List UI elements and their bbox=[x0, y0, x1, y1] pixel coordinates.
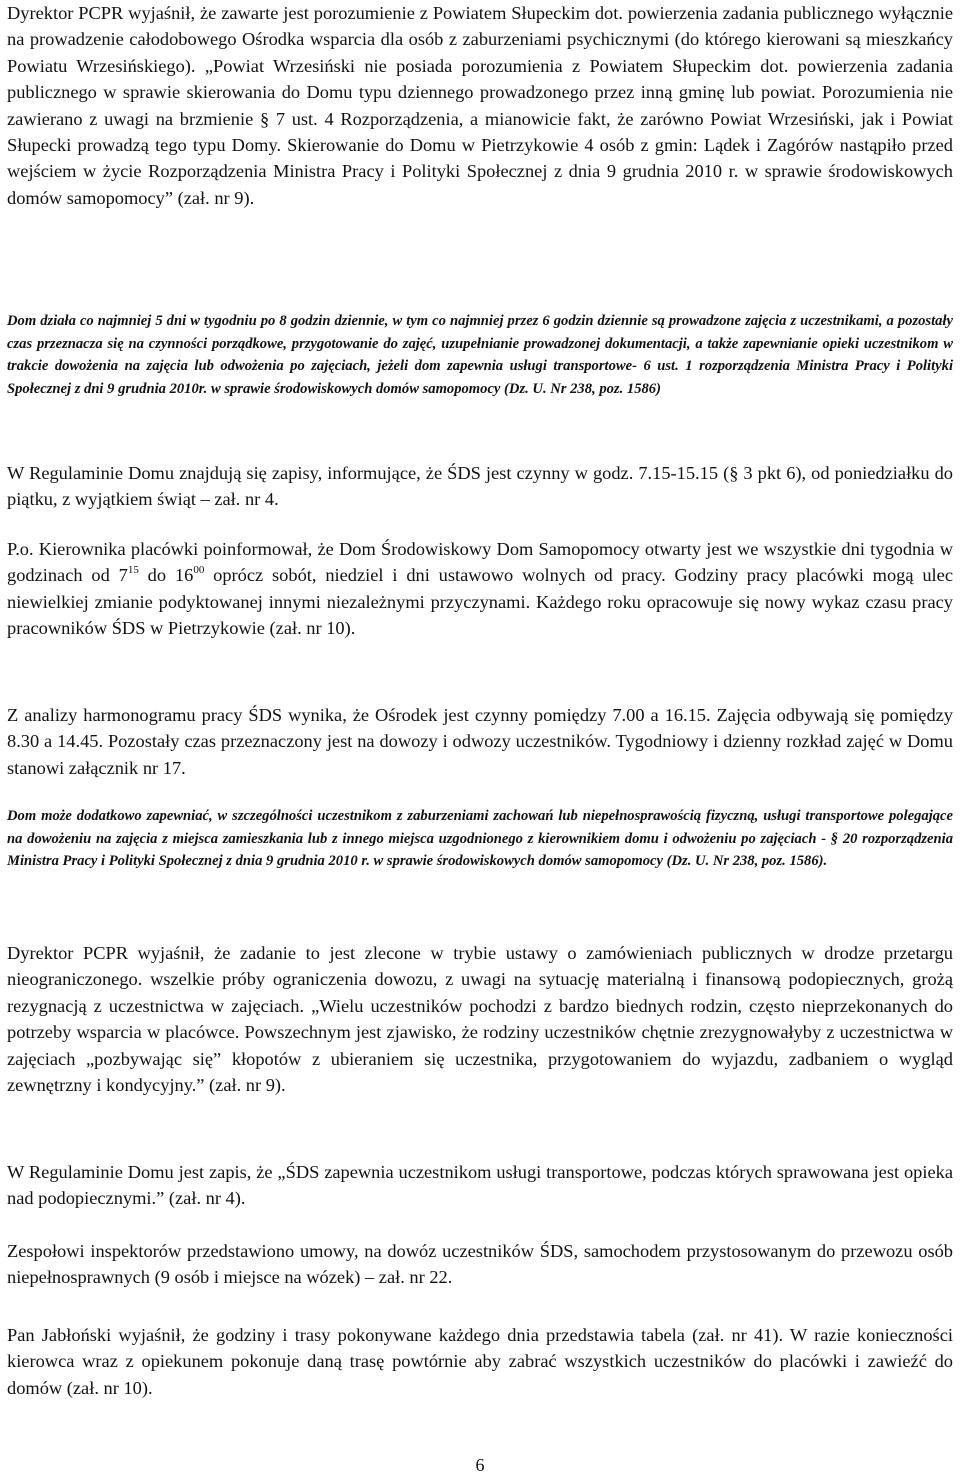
regulation-quote-transport: Dom może dodatkowo zapewniać, w szczególności uczestnikom z zaburzeniami zachowań lub niepełnosprawością fizyczną, usługi transportowe polegające na dowożeniu na zajęcia z miejsca zamieszkania lub z innego miejsca uzgodnionego z kierownikiem domu i odwożeniu po zajęciach - § 20 rozporządzenia Ministra Pracy i Polityki Społecznej z dnia 9 grudnia 2010 r. w sprawie środowiskowych domów samopomocy (Dz. U. Nr 238, poz. 1586). bbox=[7, 808, 953, 870]
paragraph-regulation-hours: W Regulaminie Domu znajdują się zapisy, informujące, że ŚDS jest czynny w godz. 7.15-15.15 (§ 3 pkt 6), od poniedziałku do piątku, z wyjątkiem świąt – zał. nr 4. bbox=[7, 463, 953, 510]
page-number: 6 bbox=[475, 1455, 485, 1475]
paragraph-regulation-transport: W Regulaminie Domu jest zapis, że „ŚDS zapewnia uczestnikom usługi transportowe, podczas których sprawowana jest opieka nad podopiecznymi.” (zał. nr 4). bbox=[7, 1162, 953, 1209]
paragraph-text: do 16 bbox=[138, 565, 194, 586]
paragraph-text: oprócz sobót, niedziel i dni ustawowo wolnych od pracy. Godziny pracy placówki mogą ulec niewielkiej zmianie podyktowanej innymi niezależnymi przyczynami. Każdego roku opracowuje się nowy wykaz czasu pracy pracowników ŚDS w Pietrzykowie (zał. nr 10). bbox=[7, 565, 953, 639]
paragraph-transport-contracts: Zespołowi inspektorów przedstawiono umowy, na dowóz uczestników ŚDS, samochodem przystosowanym do przewozu osób niepełnosprawnych (9 osób i miejsce na wózek) – zał. nr 22. bbox=[7, 1241, 953, 1288]
paragraph-manager-hours bbox=[7, 536, 953, 642]
paragraph-driver-routes: Pan Jabłoński wyjaśnił, że godziny i trasy pokonywane każdego dnia przedstawia tabela (zał. nr 41). W razie konieczności kierowca wraz z opiekunem pokonuje daną trasę powtórnie aby zabrać wszystkich uczestników do placówki i zawieźć do domów (zał. nr 10). bbox=[7, 1325, 953, 1398]
superscript-minutes: 00 bbox=[193, 564, 205, 577]
paragraph-schedule-analysis: Z analizy harmonogramu pracy ŚDS wynika, że Ośrodek jest czynny pomiędzy 7.00 a 16.15. Zajęcia odbywają się pomiędzy 8.30 a 14.45. Pozostały czas przeznaczony jest na dowozy i odwozy uczestników. Tygodniowy i dzienny rozkład zajęć w Domu stanowi załącznik nr 17. bbox=[7, 705, 953, 778]
paragraph-transport-tender: Dyrektor PCPR wyjaśnił, że zadanie to jest zlecone w trybie ustawy o zamówieniach publicznych w drodze przetargu nieograniczonego. wszelkie próby ograniczenia dowozu, z uwagi na sytuację materialną i finansową podopiecznych, grożą rezygnacją z uczestnictwa w zajęciach. „Wielu uczestników pochodzi z bardzo biednych rodzin, często nieprzekonanych do potrzeby wsparcia w placówce. Powszechnym jest zjawisko, że rodziny uczestników chętnie zrezygnowałyby z uczestnictwa w zajęciach „pozbywając się” kłopotów z ubieraniem się uczestnika, przygotowaniem do wyjazdu, zadbaniem o wygląd zewnętrzny i kondycyjny.” (zał. nr 9). bbox=[7, 943, 953, 1096]
superscript-minutes: 15 bbox=[127, 564, 139, 577]
paragraph-pcpr-agreement: Dyrektor PCPR wyjaśnił, że zawarte jest porozumienie z Powiatem Słupeckim dot. powierzenia zadania publicznego wyłącznie na prowadzenie całodobowego Ośrodka wsparcia dla osób z zaburzeniami psychicznymi (do którego kierowani są mieszkańcy Powiatu Wrzesińskiego). „Powiat Wrzesiński nie posiada porozumienia z Powiatem Słupeckim dot. powierzenia zadania publicznego w sprawie skierowania do Domu typu dziennego prowadzonego przez inną gminę lub powiat. Porozumienia nie zawierano z uwagi na brzmienie § 7 ust. 4 Rozporządzenia, a mianowicie fakt, że zarówno Powiat Wrzesiński, jak i Powiat Słupecki prowadzą tego typu Domy. Skierowanie do Domu w Pietrzykowie 4 osób z gmin: Lądek i Zagórów nastąpiło przed wejściem w życie Rozporządzenia Ministra Pracy i Polityki Społecznej z dnia 9 grudnia 2010 r. w sprawie środowiskowych domów samopomocy” (zał. nr 9). bbox=[7, 3, 953, 208]
regulation-quote-operating-hours: Dom działa co najmniej 5 dni w tygodniu po 8 godzin dziennie, w tym co najmniej przez 6 godzin dziennie są prowadzone zajęcia z uczestnikami, a pozostały czas przeznacza się na czynności porządkowe, przygotowanie do zajęć, uzupełnianie prowadzonej dokumentacji, a także zapewnianie opieki uczestnikom w trakcie dowożenia na zajęcia lub odwożenia po zajęciach, jeżeli dom zapewnia usługi transportowe- 6 ust. 1 rozporządzenia Ministra Pracy i Polityki Społecznej z dni 9 grudnia 2010r. w sprawie środowiskowych domów samopomocy (Dz. U. Nr 238, poz. 1586) bbox=[7, 313, 953, 397]
paragraph-text: P.o. Kierownika placówki poinformował, że Dom Środowiskowy Dom Samopomocy otwarty jest we wszystkie dni tygodnia w godzinach od 7 bbox=[7, 539, 953, 586]
